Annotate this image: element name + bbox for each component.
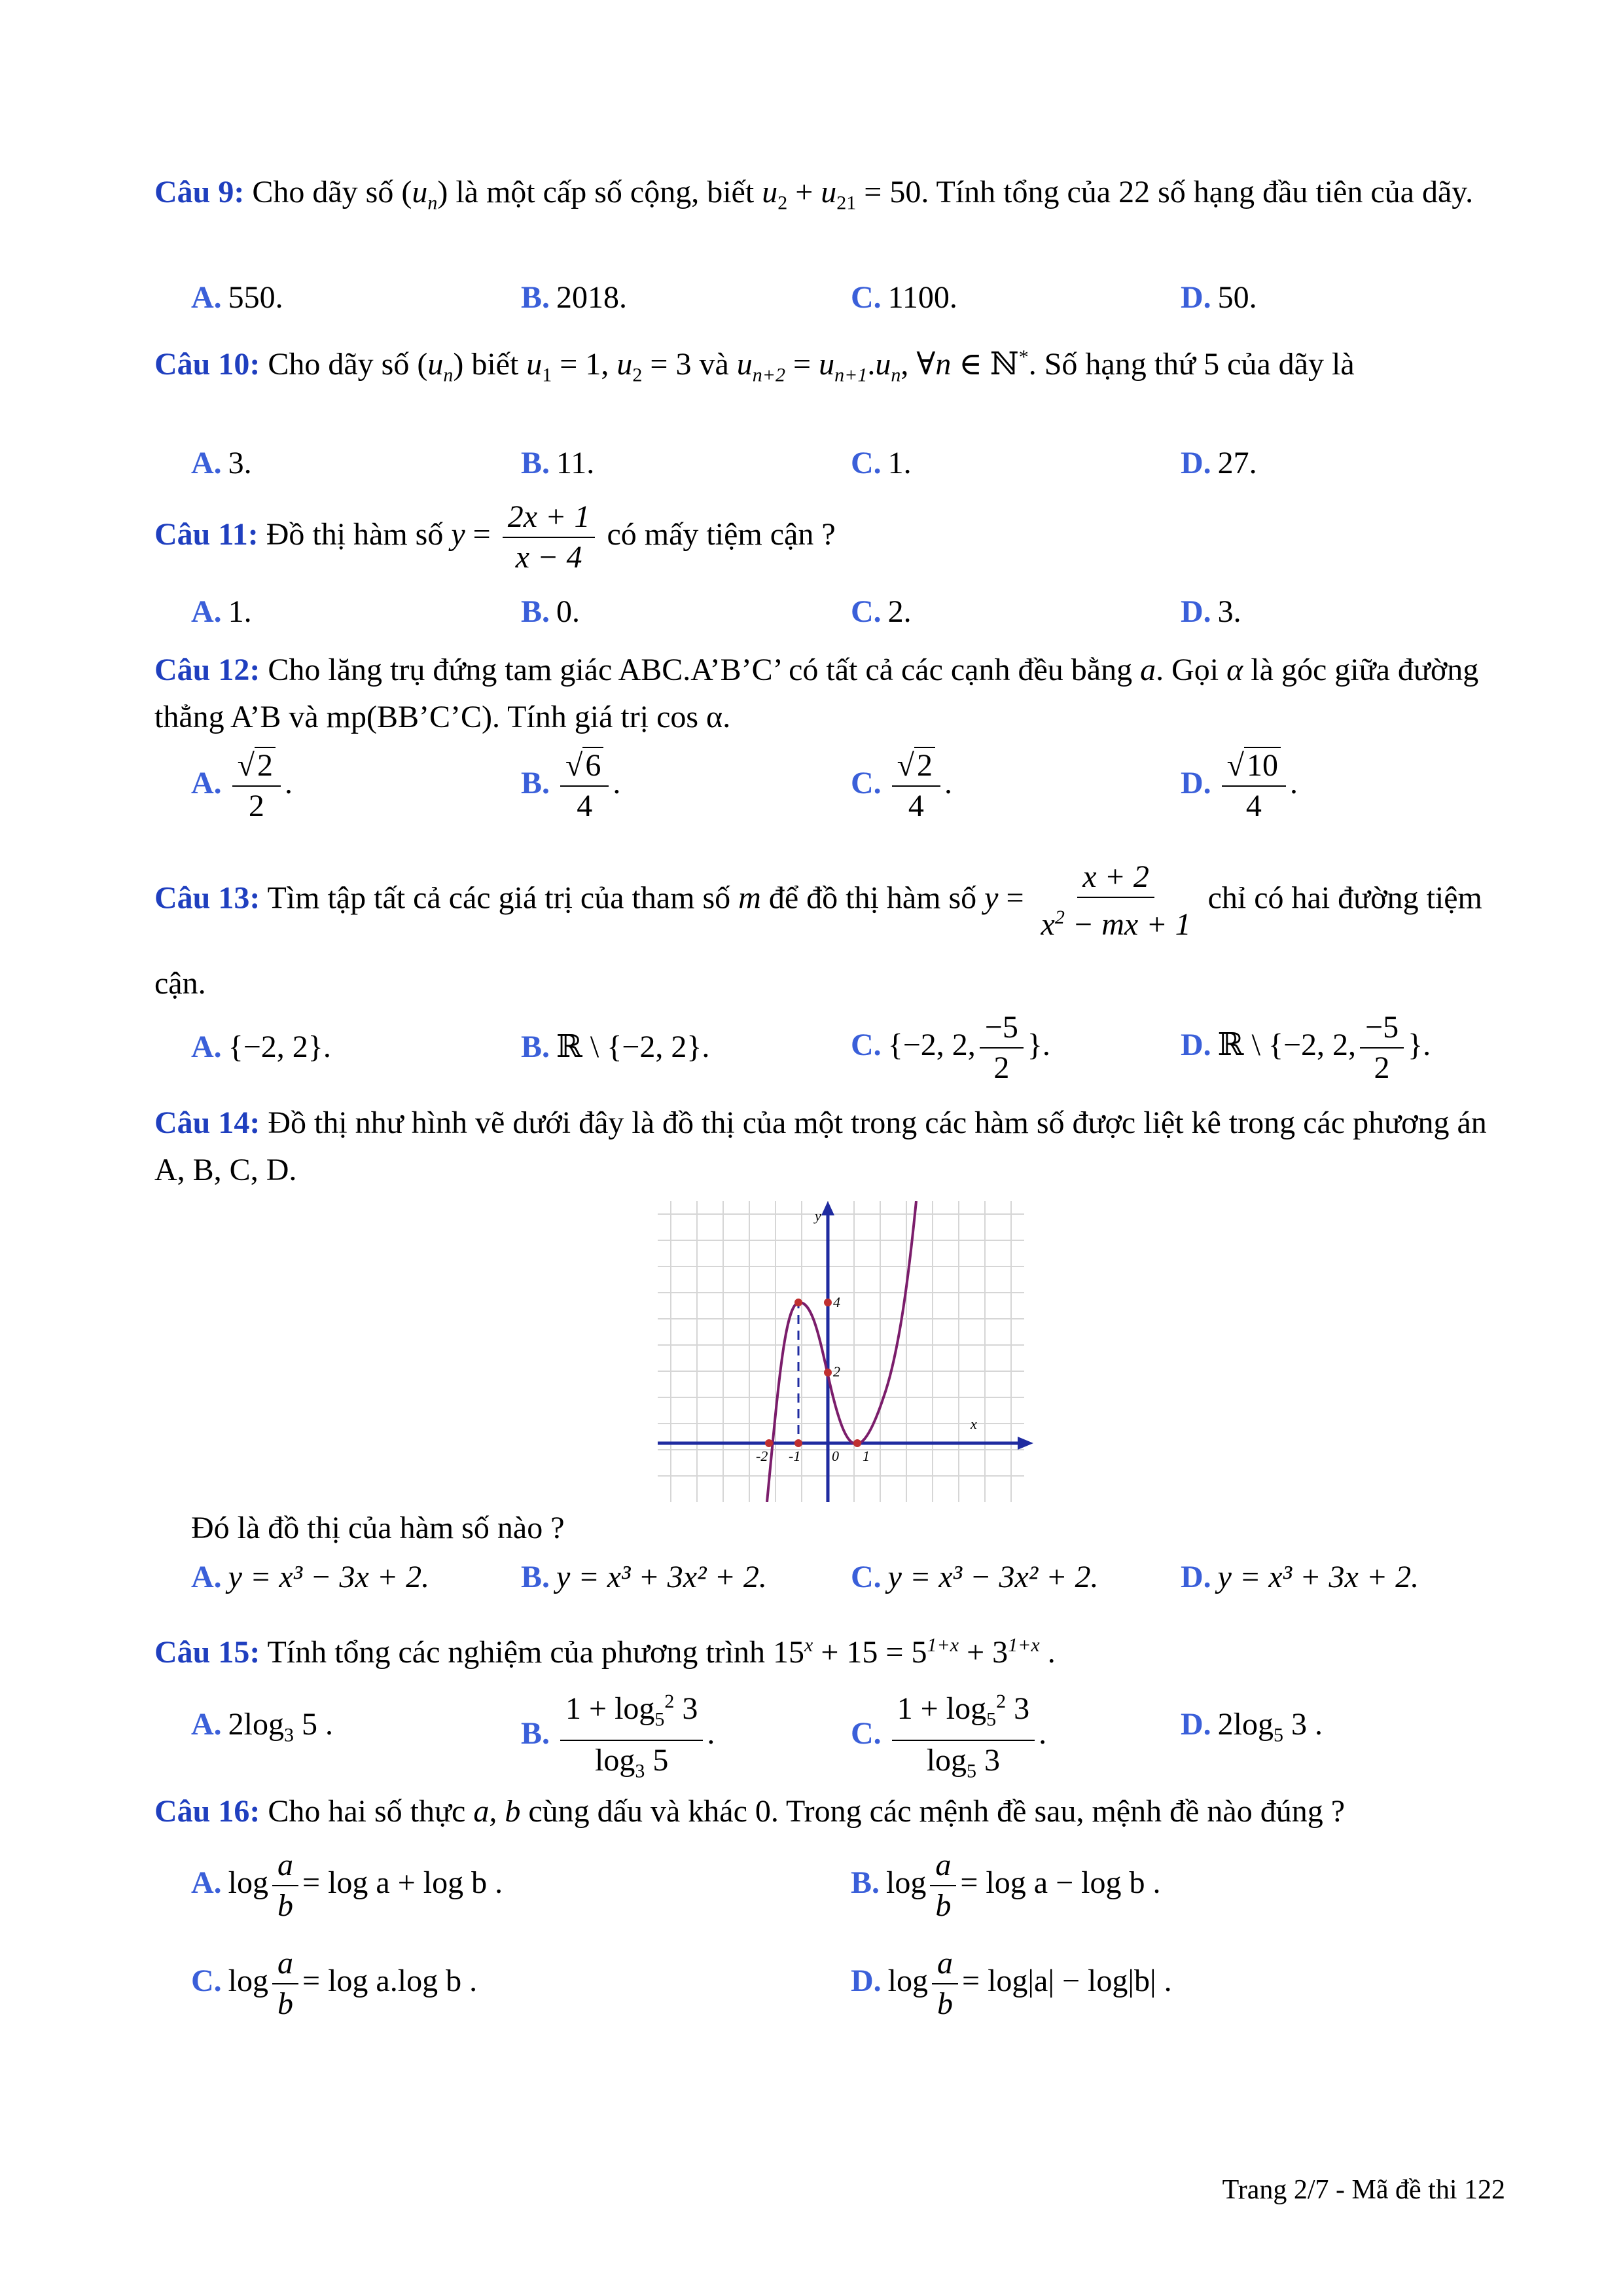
q16-option-a: A. log $\frac{a}{b}$ = log a + log b . [191,1846,503,1926]
q15-option-b: B. $\frac{1 + \log_5^2 3}{\log_3 5}$ . [521,1682,715,1791]
question-9-text-2: là một cấp số cộng, biết [448,175,762,209]
q10-option-d: D. 27. [1181,446,1257,480]
point-x-minus-2 [765,1439,773,1447]
q11-option-c: C. 2. [851,594,912,629]
q13-fraction: $\frac{x + 2}{x^2 - mx + 1}$ [1036,857,1196,944]
q10-option-c: C. 1. [851,446,912,480]
question-9-text-3: . Tính tổng của 22 số hạng đầu tiên của dãy. [921,175,1474,209]
q13-option-d: D. ℝ \ {−2, 2, $\frac{-5}{2}$ }. [1181,1008,1431,1088]
q11-option-b: B. 0. [521,594,580,629]
question-9: Câu 9: Cho dãy số $(u_n)$ là một cấp số cộng, biết $u_2 + u_{21} = 50$. Tính tổng của 22 số hạng đầu tiên của dãy. [154,175,1474,214]
y-axis-label: y [815,1208,821,1224]
question-11-label: Câu 11: [154,517,259,552]
graph-grid [658,1201,1024,1502]
q12-option-d: D. $\frac{√10}{4}$ . [1181,746,1298,826]
question-9-text-1: Cho dãy số [244,175,402,209]
q13-option-a: A. {−2, 2}. [191,1030,331,1064]
question-11: Câu 11: Đồ thị hàm số y = $\frac{2x + 1}{x - 4}$ có mấy tiệm cận ? [154,497,1505,577]
tick-4: 4 [833,1294,840,1310]
tick-1: 1 [863,1448,870,1464]
x-axis-arrow [1018,1437,1033,1450]
q9-option-a: A. 550. [191,280,283,315]
q9-option-c: C. 1100. [851,280,957,315]
tick-minus-2: -2 [756,1448,768,1464]
q14-option-d: D. y = x³ + 3x + 2. [1181,1560,1419,1594]
question-13-label: Câu 13: [154,880,260,916]
q15-option-c: C. $\frac{1 + \log_5^2 3}{\log_5 3}$ . [851,1682,1046,1791]
question-12: Câu 12: Cho lăng trụ đứng tam giác ABC.A’B’C’ có tất cả các cạnh đều bằng a. Gọi α là góc giữa đường thẳng A’B và mp(BB’C’C). Tính giá trị cos α. [154,653,1479,734]
q16-option-d: D. log $\frac{a}{b}$ = log|a| − log|b| . [851,1944,1172,2024]
q9-option-b: B. 2018. [521,280,628,315]
question-15-label: Câu 15: [154,1635,260,1670]
question-13: Câu 13: Tìm tập tất cả các giá trị của tham số m để đồ thị hàm số y = $\frac{x + 2}{x^2 - mx + 1}$ chỉ có hai đường tiệm cận. [154,857,1505,1023]
question-15: Câu 15: Tính tổng các nghiệm của phương trình $15^x + 15 = 5^{1+x} + 3^{1+x}$ . [154,1634,1056,1670]
q15-option-a: A. $2\log_3$ 5 . [191,1707,334,1746]
question-14-label: Câu 14: [154,1105,260,1140]
q11-option-a: A. 1. [191,594,252,629]
q11-option-d: D. 3. [1181,594,1241,629]
q13-option-b: B. ℝ \ {−2, 2}. [521,1030,710,1064]
question-12-label: Câu 12: [154,653,260,687]
tick-2: 2 [833,1363,840,1380]
point-local-max [794,1299,802,1306]
question-16-label: Câu 16: [154,1794,260,1829]
q16-option-b: B. log $\frac{a}{b}$ = log a − log b . [851,1846,1160,1926]
x-axis-label: x [971,1416,977,1432]
question-14: Câu 14: Đồ thị như hình vẽ dưới đây là đồ thị của một trong các hàm số được liệt kê trong các phương án A, B, C, D. [154,1105,1487,1187]
tick-minus-1: -1 [789,1448,801,1464]
q9-option-d: D. 50. [1181,280,1257,315]
q14-option-c: C. y = x³ − 3x² + 2. [851,1560,1099,1594]
q14-option-b: B. y = x³ + 3x² + 2. [521,1560,767,1594]
q11-fraction: $\frac{2x + 1}{x - 4}$ [503,497,596,577]
q14-option-a: A. y = x³ − 3x + 2. [191,1560,430,1594]
q12-option-b: B. $\frac{√6}{4}$ . [521,746,620,826]
point-x-minus-1 [794,1439,802,1447]
tick-0: 0 [832,1448,839,1464]
point-y-4 [824,1299,832,1306]
question-16: Câu 16: Cho hai số thực a, b cùng dấu và khác 0. Trong các mệnh đề sau, mệnh đề nào đúng ? [154,1794,1346,1829]
y-axis-arrow [821,1201,834,1215]
question-14-ask: Đó là đồ thị của hàm số nào ? [191,1511,565,1545]
question-10: Câu 10: Cho dãy số $(u_n)$ biết $u_1 = 1$, $u_2 = 3$ và $u_{n+2} = u_{n+1}.u_n$, ∀n ∈ ℕ*. Số hạng thứ 5 của dãy là [154,346,1355,386]
q16-option-c: C. log $\frac{a}{b}$ = log a.log b . [191,1944,477,2024]
q12-option-c: C. $\frac{√2}{4}$ . [851,746,952,826]
q15-option-d: D. $2\log_5$ 3 . [1181,1707,1323,1746]
page-footer: Trang 2/7 - Mã đề thi 122 [1222,2175,1505,2205]
q12-option-a: A. $\frac{√2}{2}$ . [191,746,293,826]
function-graph [658,1201,1037,1502]
point-x-1 [853,1439,861,1447]
q10-option-a: A. 3. [191,446,252,480]
question-10-label: Câu 10: [154,347,260,382]
question-9-equation: = 50 [864,175,921,209]
question-9-label: Câu 9: [154,175,245,209]
point-y-2 [824,1369,832,1376]
q13-option-c: C. {−2, 2, $\frac{-5}{2}$ }. [851,1008,1050,1088]
q10-option-b: B. 11. [521,446,595,480]
